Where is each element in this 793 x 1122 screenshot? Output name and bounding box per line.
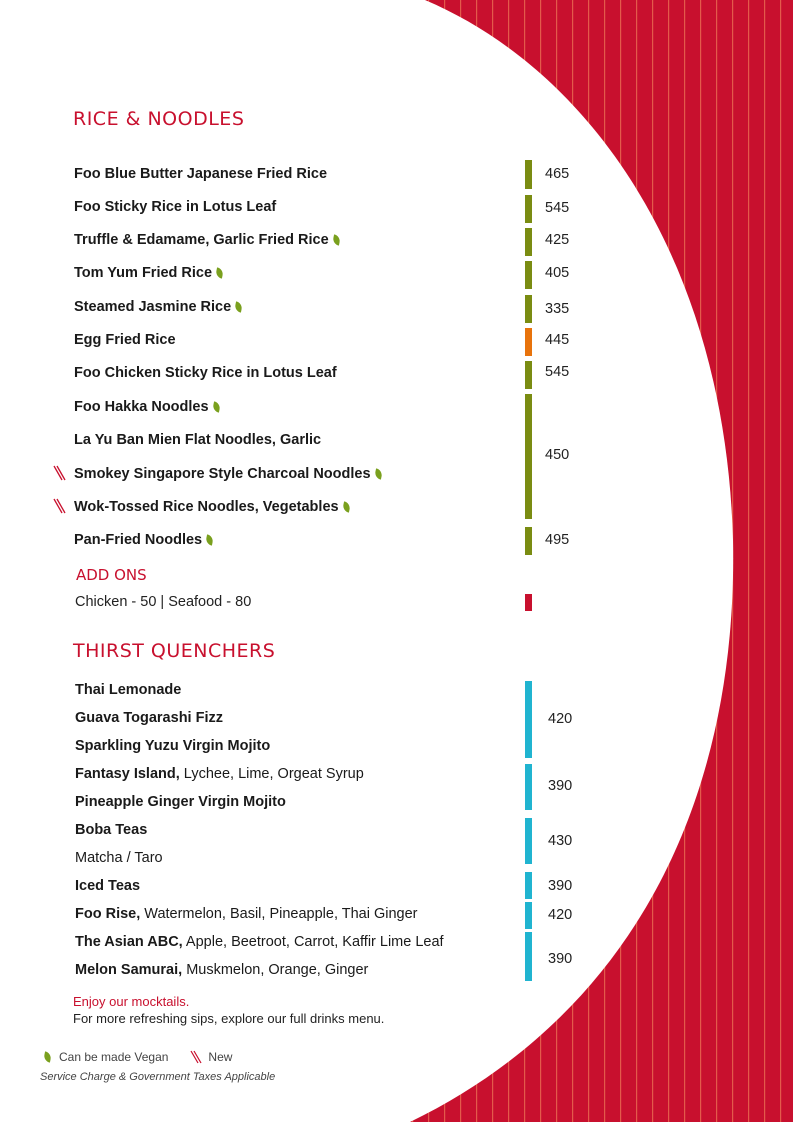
item-price: 420 bbox=[548, 711, 573, 727]
price-bar bbox=[525, 394, 532, 519]
item-name: Foo Rise, bbox=[75, 906, 141, 922]
item-name: Egg Fried Rice bbox=[74, 332, 176, 348]
item-price: 390 bbox=[548, 778, 573, 794]
vegan-leaf-icon bbox=[374, 468, 383, 479]
item-name: Boba Teas bbox=[75, 822, 148, 838]
item-name: Fantasy Island, bbox=[75, 766, 180, 782]
vegan-leaf-icon bbox=[212, 401, 221, 412]
price-bar bbox=[525, 228, 532, 256]
mocktails-note: Enjoy our mocktails. bbox=[73, 994, 190, 1009]
section-title-thirst-quenchers: THIRST QUENCHERS bbox=[73, 640, 276, 662]
price-bar bbox=[525, 818, 532, 864]
menu-item bbox=[74, 431, 321, 449]
menu-item bbox=[75, 877, 140, 895]
item-name: La Yu Ban Mien Flat Noodles, Garlic bbox=[74, 432, 322, 448]
menu-item bbox=[75, 961, 368, 979]
item-price: 545 bbox=[545, 364, 570, 380]
legend bbox=[44, 1050, 232, 1064]
vegan-leaf-icon bbox=[215, 267, 224, 278]
item-price: 390 bbox=[548, 951, 573, 967]
new-item-icon bbox=[52, 498, 66, 514]
menu-item bbox=[74, 498, 350, 516]
menu-item bbox=[74, 398, 220, 416]
price-bar bbox=[525, 328, 532, 356]
item-name: The Asian ABC, bbox=[75, 934, 183, 950]
menu-item bbox=[75, 849, 163, 867]
price-bar bbox=[525, 902, 532, 929]
item-name: Steamed Jasmine Rice bbox=[74, 299, 232, 315]
price-bar bbox=[525, 160, 532, 189]
item-name: Thai Lemonade bbox=[75, 682, 182, 698]
service-charge-note: Service Charge & Government Taxes Applicable bbox=[40, 1071, 276, 1083]
vegan-leaf-icon bbox=[43, 1051, 52, 1062]
item-price: 495 bbox=[545, 532, 570, 548]
menu-item bbox=[75, 793, 286, 811]
item-description: Apple, Beetroot, Carrot, Kaffir Lime Leaf bbox=[182, 934, 444, 950]
item-description: Watermelon, Basil, Pineapple, Thai Ginger bbox=[140, 906, 418, 922]
add-ons-text: Chicken - 50 | Seafood - 80 bbox=[75, 594, 252, 610]
item-price: 425 bbox=[545, 232, 570, 248]
menu-item bbox=[74, 198, 276, 216]
item-price: 420 bbox=[548, 907, 573, 923]
price-bar bbox=[525, 594, 532, 611]
menu-item bbox=[74, 298, 242, 316]
menu-item bbox=[75, 737, 270, 755]
add-ons-title: ADD ONS bbox=[76, 566, 147, 584]
item-description: Matcha / Taro bbox=[75, 850, 163, 866]
item-name: Wok-Tossed Rice Noodles, Vegetables bbox=[74, 499, 339, 515]
menu-item bbox=[75, 933, 444, 951]
menu-item bbox=[75, 765, 364, 783]
menu-item bbox=[74, 165, 327, 183]
drinks-menu-note: For more refreshing sips, explore our full drinks menu. bbox=[73, 1011, 385, 1026]
item-name: Foo Hakka Noodles bbox=[74, 399, 209, 415]
vegan-leaf-icon bbox=[234, 301, 243, 312]
price-bar bbox=[525, 527, 532, 555]
menu-item bbox=[74, 264, 223, 282]
item-name: Smokey Singapore Style Charcoal Noodles bbox=[74, 466, 371, 482]
menu-item bbox=[74, 331, 176, 349]
item-name: Foo Chicken Sticky Rice in Lotus Leaf bbox=[74, 365, 337, 381]
item-price: 445 bbox=[545, 332, 570, 348]
price-bar bbox=[525, 932, 532, 981]
item-name: Pineapple Ginger Virgin Mojito bbox=[75, 794, 286, 810]
item-price: 335 bbox=[545, 301, 570, 317]
vegan-leaf-icon bbox=[332, 234, 341, 245]
vegan-leaf-icon bbox=[342, 501, 351, 512]
menu-item bbox=[75, 681, 181, 699]
item-name: Truffle & Edamame, Garlic Fried Rice bbox=[74, 232, 329, 248]
item-price: 405 bbox=[545, 265, 570, 281]
item-name: Iced Teas bbox=[75, 878, 141, 894]
menu-item bbox=[74, 531, 213, 549]
price-bar bbox=[525, 195, 532, 223]
item-name: Pan-Fried Noodles bbox=[74, 532, 203, 548]
item-price: 430 bbox=[548, 833, 573, 849]
price-bar bbox=[525, 261, 532, 289]
price-bar bbox=[525, 681, 532, 758]
new-item-icon bbox=[52, 465, 66, 481]
menu-item bbox=[75, 905, 418, 923]
price-bar bbox=[525, 295, 532, 323]
item-price: 450 bbox=[545, 447, 570, 463]
legend-new-label: New bbox=[208, 1050, 233, 1064]
menu-item bbox=[74, 364, 337, 382]
menu-item bbox=[75, 709, 223, 727]
item-name: Guava Togarashi Fizz bbox=[75, 710, 223, 726]
item-name: Foo Sticky Rice in Lotus Leaf bbox=[74, 199, 277, 215]
price-bar bbox=[525, 872, 532, 899]
item-name: Sparkling Yuzu Virgin Mojito bbox=[75, 738, 271, 754]
menu-item bbox=[74, 231, 340, 249]
item-name: Melon Samurai, bbox=[75, 962, 183, 978]
item-name: Tom Yum Fried Rice bbox=[74, 265, 213, 281]
menu-item bbox=[74, 465, 382, 483]
item-price: 390 bbox=[548, 878, 573, 894]
vegan-leaf-icon bbox=[205, 534, 214, 545]
price-bar bbox=[525, 361, 532, 389]
item-description: Lychee, Lime, Orgeat Syrup bbox=[179, 766, 364, 782]
item-price: 545 bbox=[545, 200, 570, 216]
section-title-rice-noodles: RICE & NOODLES bbox=[73, 108, 245, 130]
menu-item bbox=[75, 821, 147, 839]
legend-vegan-label: Can be made Vegan bbox=[59, 1050, 169, 1064]
item-description: Muskmelon, Orange, Ginger bbox=[182, 962, 369, 978]
item-name: Foo Blue Butter Japanese Fried Rice bbox=[74, 166, 328, 182]
item-price: 465 bbox=[545, 166, 570, 182]
new-item-icon bbox=[190, 1050, 202, 1064]
price-bar bbox=[525, 764, 532, 810]
